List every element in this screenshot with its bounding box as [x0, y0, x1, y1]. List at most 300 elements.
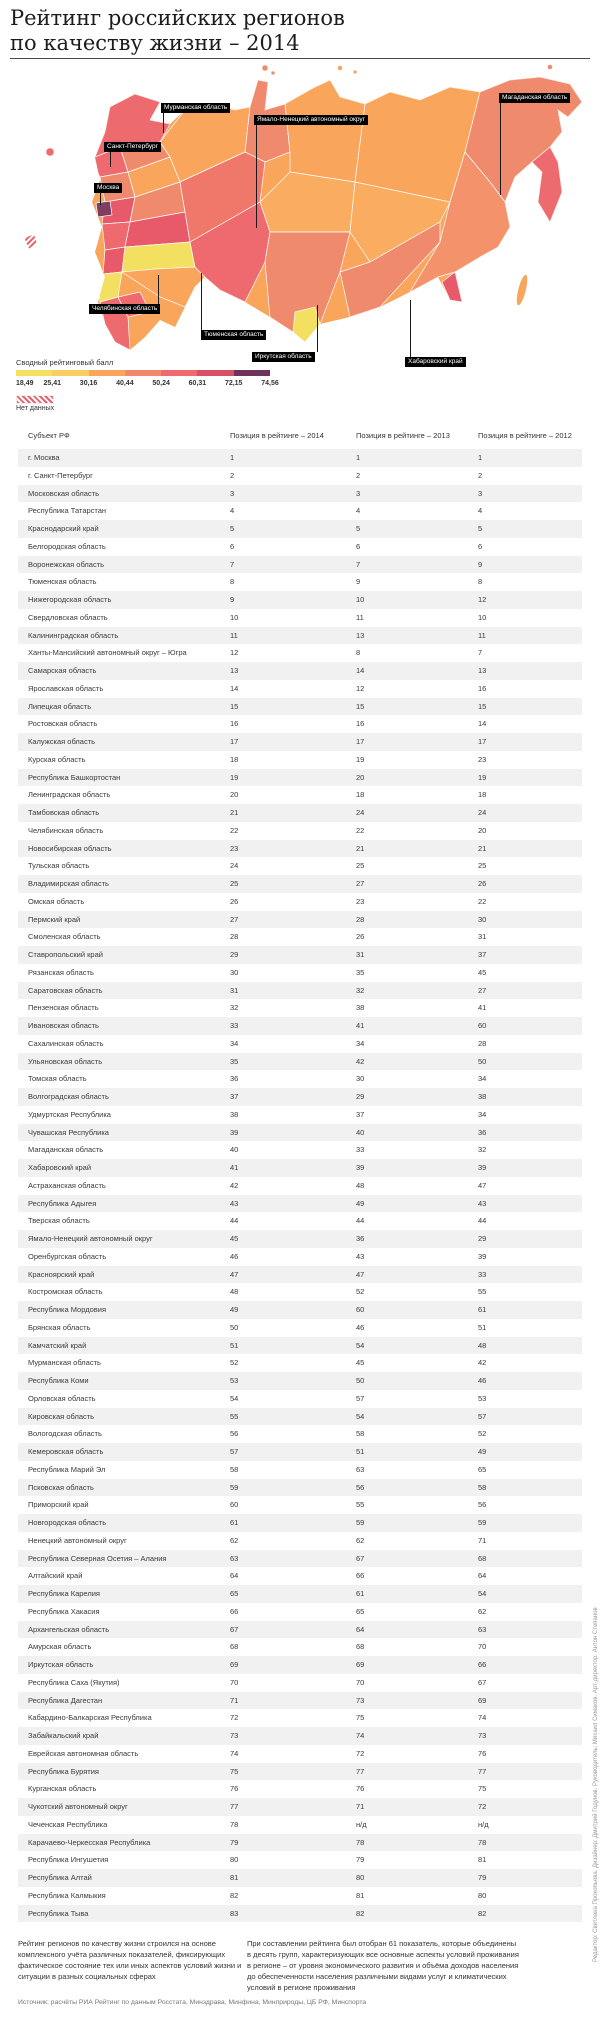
rank-cell: 49	[356, 1198, 365, 1208]
region-name-cell: Омская область	[28, 896, 85, 906]
rank-cell: 78	[356, 1837, 365, 1847]
rank-cell: 9	[230, 595, 235, 604]
rank-cell: 51	[478, 1322, 487, 1332]
rank-cell: 82	[356, 1908, 365, 1918]
rank-cell: 24	[230, 861, 239, 871]
rank-cell: 75	[478, 1784, 487, 1794]
rank-cell: 33	[230, 1021, 239, 1030]
rank-cell: 28	[230, 932, 239, 942]
rank-cell: 80	[356, 1873, 365, 1882]
rank-cell: 22	[356, 825, 365, 835]
rank-cell: 76	[230, 1784, 239, 1794]
rank-cell: 22	[478, 896, 487, 906]
table-row	[18, 1195, 582, 1213]
rank-cell: 65	[478, 1464, 487, 1474]
rank-cell: 50	[478, 1056, 487, 1066]
leader-line-magadan	[500, 103, 501, 195]
rank-cell: 69	[478, 1695, 487, 1705]
rank-cell: 45	[230, 1234, 239, 1243]
rank-cell: 5	[478, 524, 483, 533]
region-name-cell: Республика Башкортостан	[28, 772, 121, 782]
region-name-cell: Сахалинская область	[28, 1038, 104, 1048]
rank-cell: 41	[478, 1003, 487, 1013]
no-data-label: Нет данных	[16, 405, 55, 412]
table-row	[18, 1532, 582, 1550]
rank-cell: 38	[230, 1109, 239, 1119]
rank-cell: 48	[478, 1340, 487, 1350]
rank-cell: 10	[356, 595, 365, 604]
table-row	[18, 1443, 582, 1461]
rank-cell: 17	[478, 737, 487, 746]
leader-line-khabarovsk	[410, 300, 411, 357]
rank-cell: 8	[356, 648, 361, 658]
region-name-cell: Челябинская область	[28, 825, 104, 835]
rank-cell: 78	[478, 1837, 487, 1847]
rank-cell: 24	[356, 808, 365, 817]
region-name-cell: Рязанская область	[28, 967, 94, 977]
region-name-cell: Чувашская Республика	[28, 1127, 109, 1137]
rank-cell: 2	[478, 470, 483, 480]
rank-cell: 62	[230, 1535, 239, 1545]
rank-cell: 34	[356, 1038, 365, 1048]
rank-cell: 1	[230, 453, 235, 462]
table-row	[18, 1408, 582, 1426]
rank-cell: 79	[230, 1837, 239, 1847]
legend-ticks	[16, 380, 279, 389]
rank-cell: 1	[478, 453, 483, 462]
table-row	[18, 1035, 582, 1053]
rank-cell: 46	[478, 1376, 487, 1385]
map-label-spb: Санкт-Петербург	[104, 142, 161, 152]
region-name-cell: Чеченская Республика	[28, 1819, 108, 1829]
rank-cell: 4	[230, 506, 235, 516]
region-name-cell: Свердловская область	[28, 612, 108, 622]
rank-cell: 27	[478, 985, 487, 995]
table-row	[18, 1887, 582, 1905]
table-row	[18, 840, 582, 858]
rank-cell: 54	[356, 1411, 365, 1421]
rank-cell: 37	[478, 950, 487, 959]
legend-tick: 72,15	[224, 380, 243, 387]
region-name-cell: Приморский край	[28, 1500, 89, 1510]
rank-cell: 31	[356, 950, 365, 959]
rank-cell: 20	[356, 772, 365, 782]
region-name-cell: Ненецкий автономный округ	[28, 1535, 127, 1545]
rank-cell: 71	[478, 1535, 487, 1545]
rank-cell: 67	[230, 1624, 239, 1634]
region-name-cell: Республика Марий Эл	[28, 1464, 106, 1474]
rank-cell: 35	[230, 1056, 239, 1066]
table-row	[18, 804, 582, 822]
rank-cell: 18	[356, 790, 365, 800]
rank-cell: 58	[356, 1429, 365, 1439]
rank-cell: 43	[478, 1198, 487, 1208]
rank-cell: 71	[230, 1695, 239, 1705]
rank-cell: 43	[356, 1251, 365, 1261]
rank-cell: 66	[230, 1606, 239, 1616]
region-name-cell: Белгородская область	[28, 541, 106, 551]
region-name-cell: Ярославская область	[28, 683, 104, 693]
rank-cell: 73	[230, 1731, 239, 1740]
region-name-cell: Забайкальский край	[28, 1731, 99, 1740]
rank-cell: 11	[356, 612, 364, 622]
rank-cell: 73	[356, 1695, 365, 1705]
table-row	[18, 1745, 582, 1763]
rank-cell: 16	[230, 719, 239, 729]
region-name-cell: Оренбургская область	[28, 1251, 107, 1261]
rank-cell: 21	[478, 843, 487, 853]
rank-cell: 83	[230, 1908, 239, 1918]
rank-cell: 36	[230, 1074, 239, 1084]
rank-cell: 82	[478, 1908, 487, 1918]
map-regions	[10, 62, 590, 362]
region-name-cell: Липецкая область	[28, 701, 92, 711]
rank-cell: 49	[230, 1305, 239, 1314]
rank-cell: 55	[478, 1287, 487, 1297]
table-row	[18, 1816, 582, 1834]
region-name-cell: Астраханская область	[28, 1180, 106, 1190]
table-row	[18, 1141, 582, 1159]
legend-bar	[16, 370, 270, 376]
region-name-cell: Пермский край	[28, 914, 81, 924]
rank-cell: 25	[478, 861, 487, 871]
rank-cell: 8	[230, 577, 235, 587]
rank-cell: 67	[478, 1677, 487, 1687]
rank-cell: 72	[478, 1802, 487, 1811]
region-name-cell: Мурманская область	[28, 1358, 101, 1368]
table-row	[18, 733, 582, 751]
rank-cell: 17	[230, 737, 239, 746]
rank-cell: 69	[230, 1660, 239, 1669]
rank-cell: 56	[356, 1482, 365, 1492]
region-name-cell: Новосибирская область	[28, 843, 112, 853]
region-name-cell: Ямало-Ненецкий автономный округ	[28, 1234, 153, 1243]
region-name-cell: Смоленская область	[28, 932, 101, 942]
table-row	[18, 1567, 582, 1585]
rank-cell: 54	[478, 1589, 487, 1598]
table-row	[18, 467, 582, 485]
table-row	[18, 520, 582, 538]
region-name-cell: Тюменская область	[28, 577, 97, 587]
region-name-cell: Республика Хакасия	[28, 1606, 100, 1616]
rank-cell: 25	[230, 879, 239, 888]
rank-cell: 36	[478, 1127, 487, 1137]
rank-cell: 14	[356, 666, 365, 675]
rank-cell: 61	[230, 1518, 239, 1527]
rank-cell: 19	[356, 754, 365, 764]
region-name-cell: Кемеровская область	[28, 1447, 104, 1456]
rank-cell: 3	[230, 488, 235, 498]
rank-cell: 43	[230, 1198, 239, 1208]
rank-cell: 46	[356, 1322, 365, 1332]
rank-cell: 75	[356, 1713, 365, 1723]
table-row	[18, 1230, 582, 1248]
rank-cell: н/д	[356, 1819, 367, 1829]
rank-cell: 29	[356, 1092, 365, 1101]
rank-cell: 26	[478, 879, 487, 888]
legend-tick: 40,44	[116, 380, 134, 387]
table-row	[18, 449, 582, 467]
rank-cell: 39	[478, 1251, 487, 1261]
region-name-cell: Удмуртская Республика	[28, 1109, 111, 1119]
rank-cell: 38	[478, 1092, 487, 1101]
table-row	[18, 609, 582, 627]
title-divider	[10, 58, 590, 59]
map-label-tyumen: Тюменская область	[201, 330, 266, 340]
rank-cell: 55	[230, 1411, 239, 1421]
legend-color-segment	[125, 370, 161, 376]
region-name-cell: Саратовская область	[28, 985, 103, 995]
rank-cell: 75	[230, 1766, 239, 1776]
region-name-cell: Орловская область	[28, 1393, 96, 1403]
rank-cell: 39	[230, 1127, 239, 1137]
rank-cell: 4	[478, 506, 483, 516]
table-row	[18, 1283, 582, 1301]
rank-cell: 70	[230, 1677, 239, 1687]
region-name-cell: Ханты-Мансийский автономный округ – Югра	[28, 648, 187, 658]
rank-cell: 7	[356, 559, 361, 569]
table-row	[18, 662, 582, 680]
rank-cell: 28	[356, 914, 365, 924]
credits-vertical-text: Редактор: Светлана Прокопьева. Дизайнер: Дмитрий Годунов. Руководитель: Михаил Симаков. Арт-директор: Антон Степанов	[593, 1607, 599, 1962]
rank-cell: 36	[356, 1234, 365, 1243]
table-row	[18, 1603, 582, 1621]
region-name-cell: Иркутская область	[28, 1660, 94, 1669]
table-row	[18, 1248, 582, 1266]
rank-cell: 72	[356, 1748, 365, 1758]
region-name-cell: Ленинградская область	[28, 790, 111, 800]
table-row	[18, 999, 582, 1017]
rank-cell: 57	[478, 1411, 487, 1421]
table-row	[18, 1550, 582, 1568]
rank-cell: 6	[356, 541, 361, 551]
region-name-cell: Курганская область	[28, 1784, 97, 1794]
rank-cell: 51	[356, 1447, 365, 1456]
table-row	[18, 928, 582, 946]
table-row	[18, 1337, 582, 1355]
table-row	[18, 538, 582, 556]
rank-cell: 16	[478, 683, 487, 693]
rank-cell: 52	[230, 1358, 239, 1368]
region-name-cell: Ростовская область	[28, 719, 98, 729]
table-row	[18, 1514, 582, 1532]
rank-cell: н/д	[478, 1819, 489, 1829]
rank-cell: 22	[230, 825, 239, 835]
rank-cell: 6	[230, 541, 235, 551]
region-name-cell: г. Санкт-Петербург	[28, 470, 93, 480]
rank-cell: 3	[356, 488, 361, 498]
table-row	[18, 680, 582, 698]
legend-color-segment	[197, 370, 233, 376]
map-label-chelyabinsk: Челябинская область	[89, 304, 160, 314]
rank-cell: 10	[230, 612, 239, 622]
region-name-cell: Республика Коми	[28, 1376, 89, 1385]
region-name-cell: Самарская область	[28, 666, 97, 675]
rank-cell: 7	[230, 559, 235, 569]
rank-cell: 42	[478, 1358, 487, 1368]
region-name-cell: Камчатский край	[28, 1340, 87, 1350]
rank-cell: 66	[356, 1571, 365, 1581]
region-name-cell: Республика Тыва	[28, 1908, 89, 1918]
region-name-cell: Магаданская область	[28, 1145, 104, 1155]
rank-cell: 48	[356, 1180, 365, 1190]
region-name-cell: Чукотский автономный округ	[28, 1802, 128, 1811]
rank-cell: 62	[356, 1535, 365, 1545]
rank-cell: 41	[230, 1163, 239, 1172]
rank-cell: 61	[356, 1589, 365, 1598]
rank-cell: 2	[230, 470, 235, 480]
rank-cell: 26	[230, 896, 239, 906]
rank-cell: 76	[478, 1748, 487, 1758]
table-row	[18, 982, 582, 1000]
region-name-cell: Республика Адыгея	[28, 1198, 97, 1208]
rank-cell: 47	[230, 1269, 239, 1279]
rank-cell: 32	[356, 985, 365, 995]
legend-tick: 30,16	[79, 380, 98, 387]
table-row	[18, 964, 582, 982]
region-name-cell: Костромская область	[28, 1287, 103, 1297]
table-row	[18, 1301, 582, 1319]
rank-cell: 30	[230, 967, 239, 977]
rank-cell: 74	[478, 1713, 487, 1723]
table-row	[18, 1017, 582, 1035]
rank-cell: 13	[356, 630, 365, 640]
rank-cell: 21	[230, 808, 239, 817]
rank-cell: 12	[356, 683, 365, 693]
table-row	[18, 1869, 582, 1887]
rank-cell: 16	[356, 719, 365, 729]
region-name-cell: Ставропольский край	[28, 950, 103, 959]
rank-cell: 63	[356, 1464, 365, 1474]
table-row	[18, 822, 582, 840]
table-row	[18, 1070, 582, 1088]
rank-cell: 39	[356, 1163, 365, 1172]
map-label-magadan: Магаданская область	[499, 93, 570, 103]
table-row	[18, 1763, 582, 1781]
table-row	[18, 644, 582, 662]
rank-cell: 27	[356, 879, 365, 888]
rank-cell: 71	[356, 1802, 365, 1811]
rank-cell: 79	[478, 1873, 487, 1882]
rank-cell: 23	[478, 754, 487, 764]
table-row	[18, 751, 582, 769]
map-label-irkutsk: Иркутская область	[252, 352, 315, 362]
rank-cell: 31	[230, 985, 239, 995]
table-row	[18, 875, 582, 893]
rank-cell: 29	[478, 1234, 487, 1243]
footer-note-left: Рейтинг регионов по качеству жизни строился на основе комплексного учёта различных показателей, фиксирующих фактическое состояние тех или иных аспектов условий жизни и ситуации в разных социальных сферах	[18, 1939, 242, 1981]
region-name-cell: Алтайский край	[28, 1571, 83, 1581]
rank-cell: 42	[230, 1180, 239, 1190]
rank-cell: 58	[478, 1482, 487, 1492]
region-name-cell: Республика Северная Осетия – Алания	[28, 1553, 167, 1563]
legend-tick: 25,41	[43, 380, 62, 387]
region-name-cell: Краснодарский край	[28, 524, 99, 533]
rank-cell: 67	[356, 1553, 365, 1563]
region-name-cell: Калининградская область	[28, 630, 119, 640]
table-row	[18, 1780, 582, 1798]
region-name-cell: Еврейская автономная область	[28, 1748, 139, 1758]
rank-cell: 5	[230, 524, 235, 533]
rank-cell: 64	[230, 1571, 239, 1581]
rank-cell: 32	[478, 1145, 487, 1155]
region-name-cell: Псковская область	[28, 1482, 94, 1492]
rank-cell: 64	[478, 1571, 487, 1581]
rank-cell: 52	[478, 1429, 487, 1439]
rank-cell: 28	[478, 1038, 487, 1048]
rank-cell: 61	[478, 1305, 487, 1314]
rank-cell: 32	[230, 1003, 239, 1013]
rank-cell: 15	[478, 701, 487, 711]
rank-cell: 23	[230, 843, 239, 853]
rank-cell: 8	[478, 577, 483, 587]
rank-cell: 1	[356, 453, 361, 462]
rank-cell: 41	[356, 1021, 365, 1030]
rank-cell: 76	[356, 1784, 365, 1794]
rank-cell: 21	[356, 843, 365, 853]
rank-cell: 81	[478, 1855, 487, 1865]
rank-cell: 25	[356, 861, 365, 871]
rank-cell: 4	[356, 506, 361, 516]
table-row	[18, 556, 582, 574]
region-name-cell: Ульяновская область	[28, 1056, 103, 1066]
rank-cell: 62	[478, 1606, 487, 1616]
rank-cell: 15	[230, 701, 239, 711]
rank-cell: 19	[478, 772, 487, 782]
legend-color-segment	[234, 370, 270, 376]
rank-cell: 30	[478, 914, 487, 924]
rank-cell: 44	[478, 1216, 487, 1226]
map-label-khabarovsk: Хабаровский край	[405, 357, 466, 367]
rank-cell: 56	[230, 1429, 239, 1439]
region-name-cell: Амурская область	[28, 1642, 92, 1652]
legend-title: Сводный рейтинговый балл	[16, 358, 114, 367]
rank-cell: 82	[230, 1890, 239, 1900]
rank-cell: 65	[356, 1606, 365, 1616]
region-name-cell: Кабардино-Балкарская Республика	[28, 1713, 152, 1723]
rank-cell: 37	[356, 1109, 365, 1119]
rank-cell: 68	[356, 1642, 365, 1652]
table-row	[18, 1053, 582, 1071]
table-row	[18, 1159, 582, 1177]
rank-cell: 74	[230, 1748, 239, 1758]
table-row	[18, 1461, 582, 1479]
region-name-cell: Республика Татарстан	[28, 506, 107, 516]
rank-cell: 72	[230, 1713, 239, 1723]
table-row	[18, 573, 582, 591]
table-row	[18, 893, 582, 911]
rank-cell: 59	[230, 1482, 239, 1492]
rank-cell: 2	[356, 470, 361, 480]
rank-cell: 57	[230, 1447, 239, 1456]
region-name-cell: Волгоградская область	[28, 1092, 109, 1101]
map-label-murmansk: Мурманская область	[161, 103, 230, 113]
table-row	[18, 485, 582, 503]
region-name-cell: Архангельская область	[28, 1624, 110, 1634]
rank-cell: 12	[478, 595, 487, 604]
rank-cell: 57	[356, 1393, 365, 1403]
region-name-cell: Курская область	[28, 754, 86, 764]
rank-cell: 40	[356, 1127, 365, 1137]
rank-cell: 18	[478, 790, 487, 800]
table-row	[18, 1496, 582, 1514]
rank-cell: 54	[230, 1393, 239, 1403]
rank-cell: 78	[230, 1819, 239, 1829]
rank-cell: 47	[356, 1269, 365, 1279]
table-row	[18, 1674, 582, 1692]
rank-cell: 5	[356, 524, 361, 533]
rank-cell: 33	[356, 1145, 365, 1155]
